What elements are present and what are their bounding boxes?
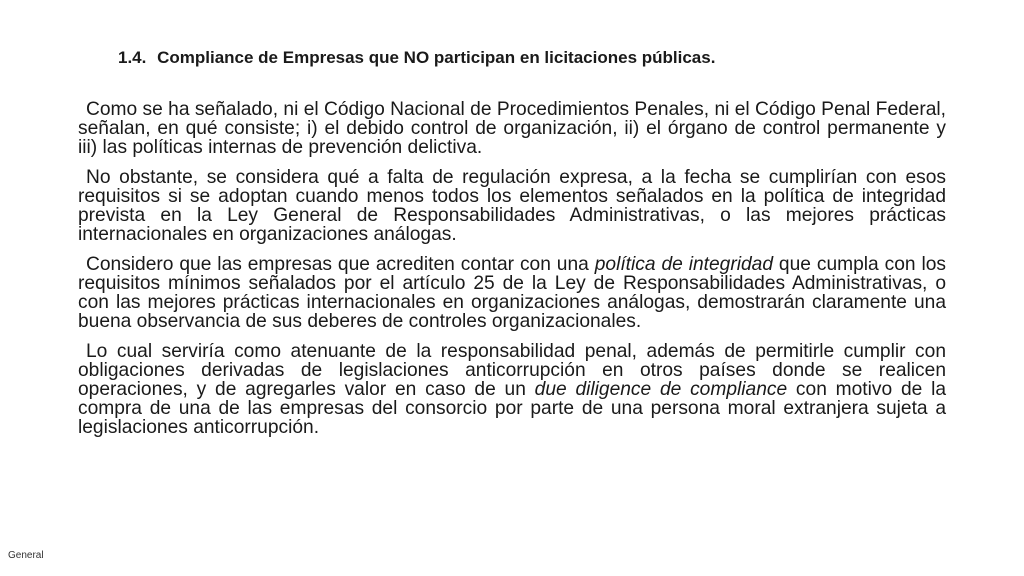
paragraph-3 (78, 255, 946, 331)
section-number: 1.4. (118, 48, 147, 67)
section-heading (118, 48, 715, 68)
paragraph-3-text-before: Considero que las empresas que acrediten contar con una (86, 254, 595, 275)
paragraph-4-italic: due diligence de compliance (534, 379, 788, 400)
paragraph-4 (78, 342, 946, 437)
body-text (78, 100, 946, 448)
paragraph-4-text-after: con motivo de la compra de una de las empresas del consorcio por parte de una persona moral extranjera sujeta a legislaciones anticorrupción. (78, 379, 947, 438)
paragraph-3-italic: política de integridad (594, 254, 773, 275)
paragraph-4-text-before: Lo cual serviría como atenuante de la responsabilidad penal, además de permitirle cumplir con obligaciones derivadas de legislaciones anticorrupción en otros países donde se realicen operaciones, y de agregarles valor en caso de un (78, 341, 946, 400)
paragraph-2: No obstante, se considera qué a falta de regulación expresa, a la fecha se cumplirían con esos requisitos si se adoptan cuando menos todos los elementos señalados en la política de integridad prevista en la Ley General de Responsabilidades Administrativas, o las mejores prácticas internacionales en organizaciones análogas. (78, 167, 946, 245)
sensitivity-label: General (8, 550, 44, 561)
paragraph-1: Como se ha señalado, ni el Código Nacional de Procedimientos Penales, ni el Código Penal Federal, señalan, en qué consiste; i) el debido control de organización, ii) el órgano de control permanente y iii) las políticas internas de prevención delictiva. (78, 99, 946, 158)
section-title: Compliance de Empresas que NO participan en licitaciones públicas. (157, 48, 716, 67)
paragraph-3-text-after: que cumpla con los requisitos mínimos señalados por el artículo 25 de la Ley de Responsabilidades Administrativas, o con las mejores prácticas internacionales en organizaciones análogas, demostrarán claramente una buena observancia de sus deberes de controles organizacionales. (78, 254, 947, 332)
